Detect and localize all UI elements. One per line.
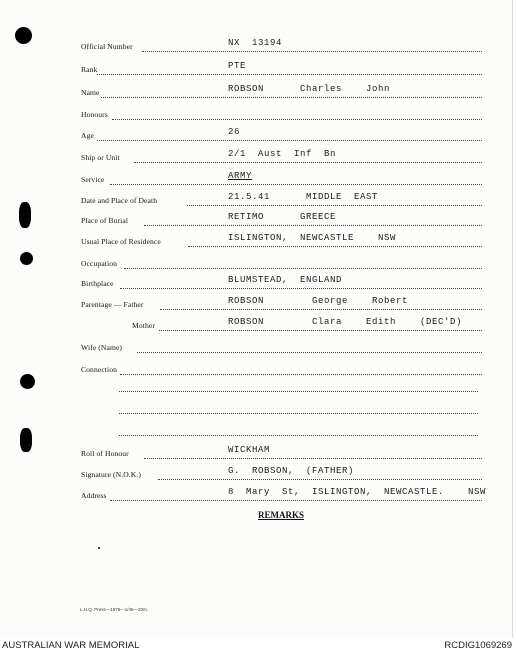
field-occupation: [0, 255, 516, 271]
label-official-number: Official Number: [81, 42, 133, 51]
value-ship-or-unit: 2/1 Aust Inf Bn: [228, 149, 337, 159]
field-date-place-of-death: [0, 192, 516, 208]
field-age: [0, 127, 516, 143]
dotted-line: [144, 225, 482, 226]
label-rank: Rank: [81, 65, 98, 74]
value-roll-of-honour: WICKHAM: [228, 445, 271, 455]
value-rank: PTE: [228, 61, 247, 71]
field-parentage-mother: [0, 317, 516, 333]
value-birthplace: BLUMSTEAD, ENGLAND: [228, 275, 343, 285]
field-connection: [0, 361, 516, 377]
label-date-place-of-death: Date and Place of Death: [81, 196, 158, 205]
field-wife-name: [0, 339, 516, 355]
connection-extra-line-2: [119, 413, 478, 414]
dotted-line: [187, 205, 482, 206]
dotted-line: [137, 352, 482, 353]
dotted-line: [188, 246, 482, 247]
field-roll-of-honour: [0, 445, 516, 461]
dotted-line: [158, 479, 482, 480]
field-official-number: [0, 38, 516, 54]
label-parentage-mother: Mother: [132, 321, 155, 330]
label-occupation: Occupation: [81, 259, 118, 268]
dotted-line: [101, 97, 482, 98]
field-signature-nok: [0, 466, 516, 482]
value-service: ARMY: [228, 171, 253, 181]
value-address: 8 Mary St, ISLINGTON, NEWCASTLE. NSW: [228, 487, 487, 497]
field-service: [0, 171, 516, 187]
dotted-line: [142, 51, 482, 52]
value-parentage-mother: ROBSON Clara Edith (DEC'D): [228, 317, 463, 327]
dotted-line: [97, 140, 482, 141]
label-roll-of-honour: Roll of Honour: [81, 449, 129, 458]
label-connection: Connection: [81, 365, 118, 374]
dotted-line: [144, 458, 482, 459]
field-honours: [0, 106, 516, 122]
connection-extra-line-3: [119, 435, 478, 436]
footer-record-id: RCDIG1069269: [444, 640, 512, 651]
label-wife-name: Wife (Name): [81, 343, 123, 352]
dotted-line: [160, 309, 482, 310]
label-ship-or-unit: Ship or Unit: [81, 153, 120, 162]
dotted-line: [97, 74, 482, 75]
value-official-number: NX 13194: [228, 38, 283, 48]
label-usual-place-of-residence: Usual Place of Residence: [81, 237, 161, 246]
label-honours: Honours: [81, 110, 108, 119]
label-age: Age: [81, 131, 94, 140]
value-parentage-father: ROBSON George Robert: [228, 296, 409, 306]
value-name: ROBSON Charles John: [228, 84, 391, 94]
label-parentage-father: Parentage — Father: [81, 300, 144, 309]
label-signature-nok: Signature (N.O.K.): [81, 470, 142, 479]
label-name: Name: [81, 88, 100, 97]
dotted-line: [134, 162, 482, 163]
remarks-heading: REMARKS: [258, 510, 305, 520]
dotted-line: [120, 288, 482, 289]
label-address: Address: [81, 491, 107, 500]
field-name: [0, 84, 516, 100]
dotted-line: [110, 500, 482, 501]
value-date-place-of-death: 21.5.41 MIDDLE EAST: [228, 192, 379, 202]
value-usual-place-of-residence: ISLINGTON, NEWCASTLE NSW: [228, 233, 397, 243]
field-usual-place-of-residence: [0, 233, 516, 249]
field-place-of-burial: [0, 212, 516, 228]
label-birthplace: Birthplace: [81, 279, 114, 288]
value-place-of-burial: RETIMO GREECE: [228, 212, 337, 222]
dotted-line: [110, 184, 482, 185]
field-parentage-father: [0, 296, 516, 312]
field-rank: [0, 61, 516, 77]
label-place-of-burial: Place of Burial: [81, 216, 129, 225]
value-age: 26: [228, 127, 241, 137]
footer-credit: AUSTRALIAN WAR MEMORIAL: [2, 640, 140, 651]
scan-speck: [98, 547, 100, 549]
connection-extra-line-1: [119, 391, 478, 392]
field-address: [0, 487, 516, 503]
printer-imprint: L.H.Q. Press—1976—1/45—20m.: [80, 607, 149, 612]
value-signature-nok: G. ROBSON, (FATHER): [228, 466, 355, 476]
dotted-line: [124, 268, 482, 269]
field-birthplace: [0, 275, 516, 291]
dotted-line: [120, 374, 482, 375]
label-service: Service: [81, 175, 105, 184]
field-ship-or-unit: [0, 149, 516, 165]
dotted-line: [159, 330, 482, 331]
dotted-line: [112, 119, 482, 120]
